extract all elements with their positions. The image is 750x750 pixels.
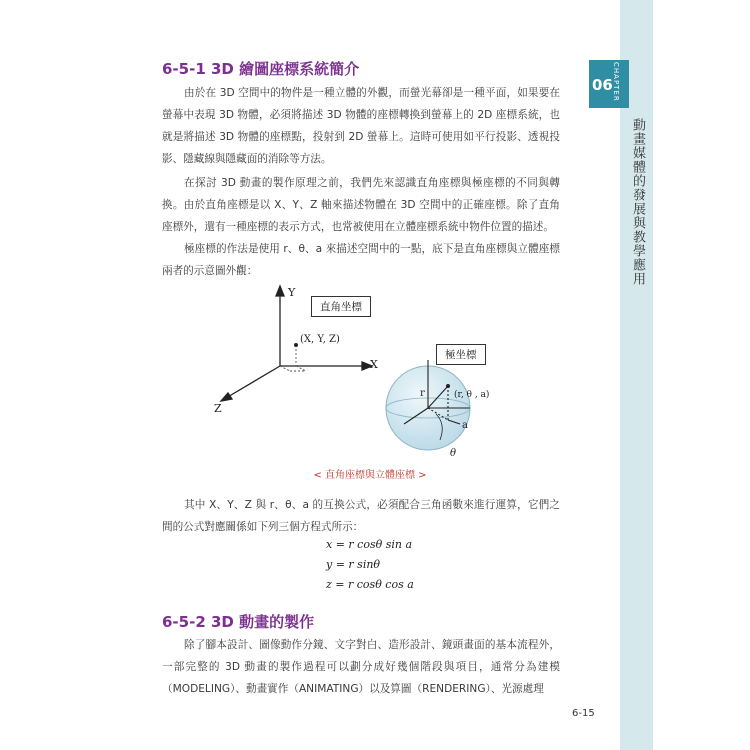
- paragraph-4: 其中 X、Y、Z 與 r、θ、a 的互換公式，必須配合三角函數來進行運算，它們之間的公式對應關係如下列三個方程式所示：: [162, 499, 560, 533]
- formula-y: y = r sinθ: [326, 558, 381, 571]
- section-heading-652: 6-5-2 3D 動畫的製作: [162, 613, 315, 631]
- section-heading-651: 6-5-1 3D 繪圖座標系統簡介: [162, 60, 360, 78]
- cartesian-label-box: 直角坐標: [311, 296, 371, 317]
- point-xyz-label: (X, Y, Z): [300, 334, 340, 345]
- paragraph-5: 除了腳本設計、圖像動作分鏡、文字對白、造形設計、鏡頭畫面的基本流程外，一部完整的 3D 動畫的製作過程可以劃分成好幾個階段與項目，通常分為建模（MODELING）、動畫實作（ANIMATING）以及算圖（RENDERING）、光源處理: [162, 639, 560, 695]
- point-polar-label: (r, θ , a): [454, 390, 490, 400]
- axis-y-label: Y: [288, 286, 296, 299]
- chapter-label: CHAPTER: [612, 62, 620, 102]
- page-number: 6-15: [572, 708, 595, 719]
- chapter-number: 06: [592, 76, 613, 94]
- chapter-title: 動畫媒體的發展與教學應用: [630, 118, 645, 286]
- figure-caption: < 直角座標與立體座標 >: [313, 470, 427, 481]
- formula-x: x = r cosθ sin a: [326, 538, 413, 551]
- r-label: r: [420, 388, 425, 399]
- axis-z-label: Z: [214, 402, 222, 415]
- theta-label: θ: [450, 448, 457, 459]
- paragraph-1: 由於在 3D 空間中的物件是一種立體的外觀，而螢光幕卻是一種平面，如果要在螢幕中表現 3D 物體，必須將描述 3D 物體的座標轉換到螢幕上的 2D 座標系統，也就是將描述 3D 物體的座標點，投射到 2D 螢幕上。這時可使用如平行投影、透視投影、隱藏線與隱藏面的消除等方法。: [162, 87, 560, 165]
- paragraph-3: 極座標的作法是使用 r、θ、a 來描述空間中的一點，底下是直角座標與立體座標兩者的示意圖外觀：: [162, 243, 560, 277]
- polar-label-box: 極坐標: [436, 344, 486, 365]
- axis-x-label: X: [370, 358, 378, 371]
- a-label: a: [462, 420, 468, 431]
- formula-z: z = r cosθ cos a: [326, 578, 414, 591]
- paragraph-2: 在探討 3D 動畫的製作原理之前，我們先來認識直角座標與極座標的不同與轉換。由於直角座標是以 X、Y、Z 軸來描述物體在 3D 空間中的正確座標。除了直角座標外，還有一種座標的表示方式，也常被使用在立體座標系統中物件位置的描述。: [162, 177, 560, 233]
